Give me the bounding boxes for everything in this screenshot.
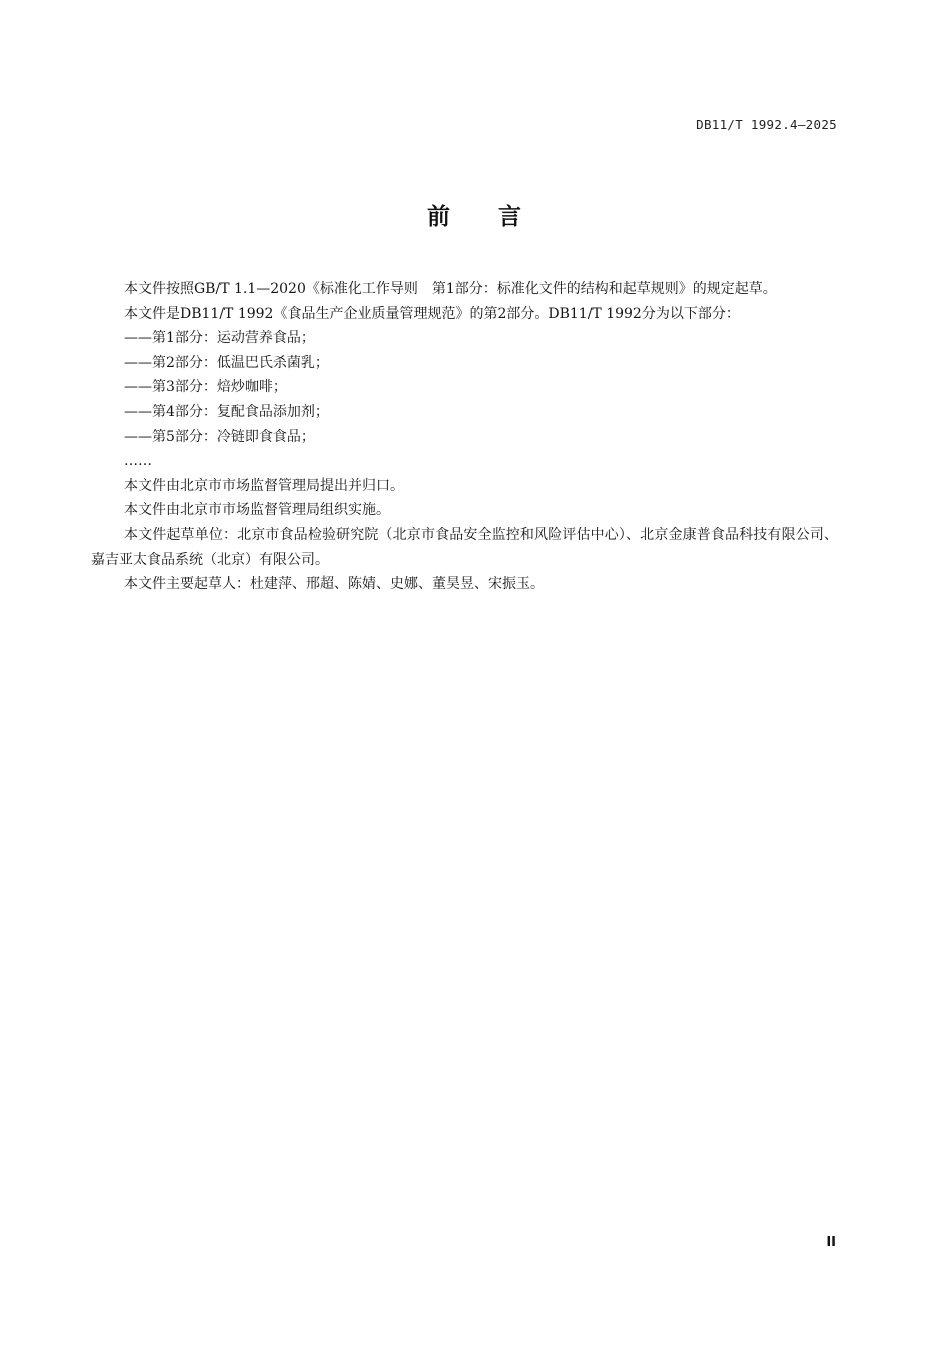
page-number: II bbox=[826, 1235, 836, 1250]
paragraph-drafting-units: 本文件起草单位：北京市食品检验研究院（北京市食品安全监控和风险评估中心）、北京金康普食品科技有限公司、嘉吉亚太食品系统（北京）有限公司。 bbox=[91, 526, 838, 568]
foreword-body bbox=[91, 277, 838, 597]
paragraph-implemented-by: 本文件由北京市市场监督管理局组织实施。 bbox=[124, 502, 390, 519]
list-item-ellipsis: …… bbox=[124, 453, 152, 470]
title-char-2: 言 bbox=[498, 204, 523, 230]
paragraph-proposed-by: 本文件由北京市市场监督管理局提出并归口。 bbox=[124, 477, 404, 494]
paragraph-document-parts: 本文件是DB11/T 1992《食品生产企业质量管理规范》的第2部分。DB11/T 1992分为以下部分： bbox=[124, 305, 740, 322]
list-item-part-3: ——第3部分：焙炒咖啡； bbox=[124, 379, 287, 396]
paragraph-drafting-basis: 本文件按照GB/T 1.1—2020《标准化工作导则 第1部分：标准化文件的结构和起草规则》的规定起草。 bbox=[124, 281, 777, 297]
list-item-part-1: ——第1部分：运动营养食品； bbox=[124, 330, 315, 347]
list-item-part-5: ——第5部分：冷链即食食品； bbox=[124, 428, 315, 445]
paragraph-drafters: 本文件主要起草人：杜建萍、邢超、陈婧、史娜、董昊昱、宋振玉。 bbox=[124, 576, 544, 593]
list-item-part-2: ——第2部分：低温巴氏杀菌乳； bbox=[124, 354, 329, 371]
list-item-part-4: ——第4部分：复配食品添加剂； bbox=[124, 403, 329, 420]
page-title bbox=[0, 198, 950, 231]
document-code: DB11/T 1992.4—2025 bbox=[696, 117, 837, 132]
title-char-1: 前 bbox=[427, 204, 452, 230]
